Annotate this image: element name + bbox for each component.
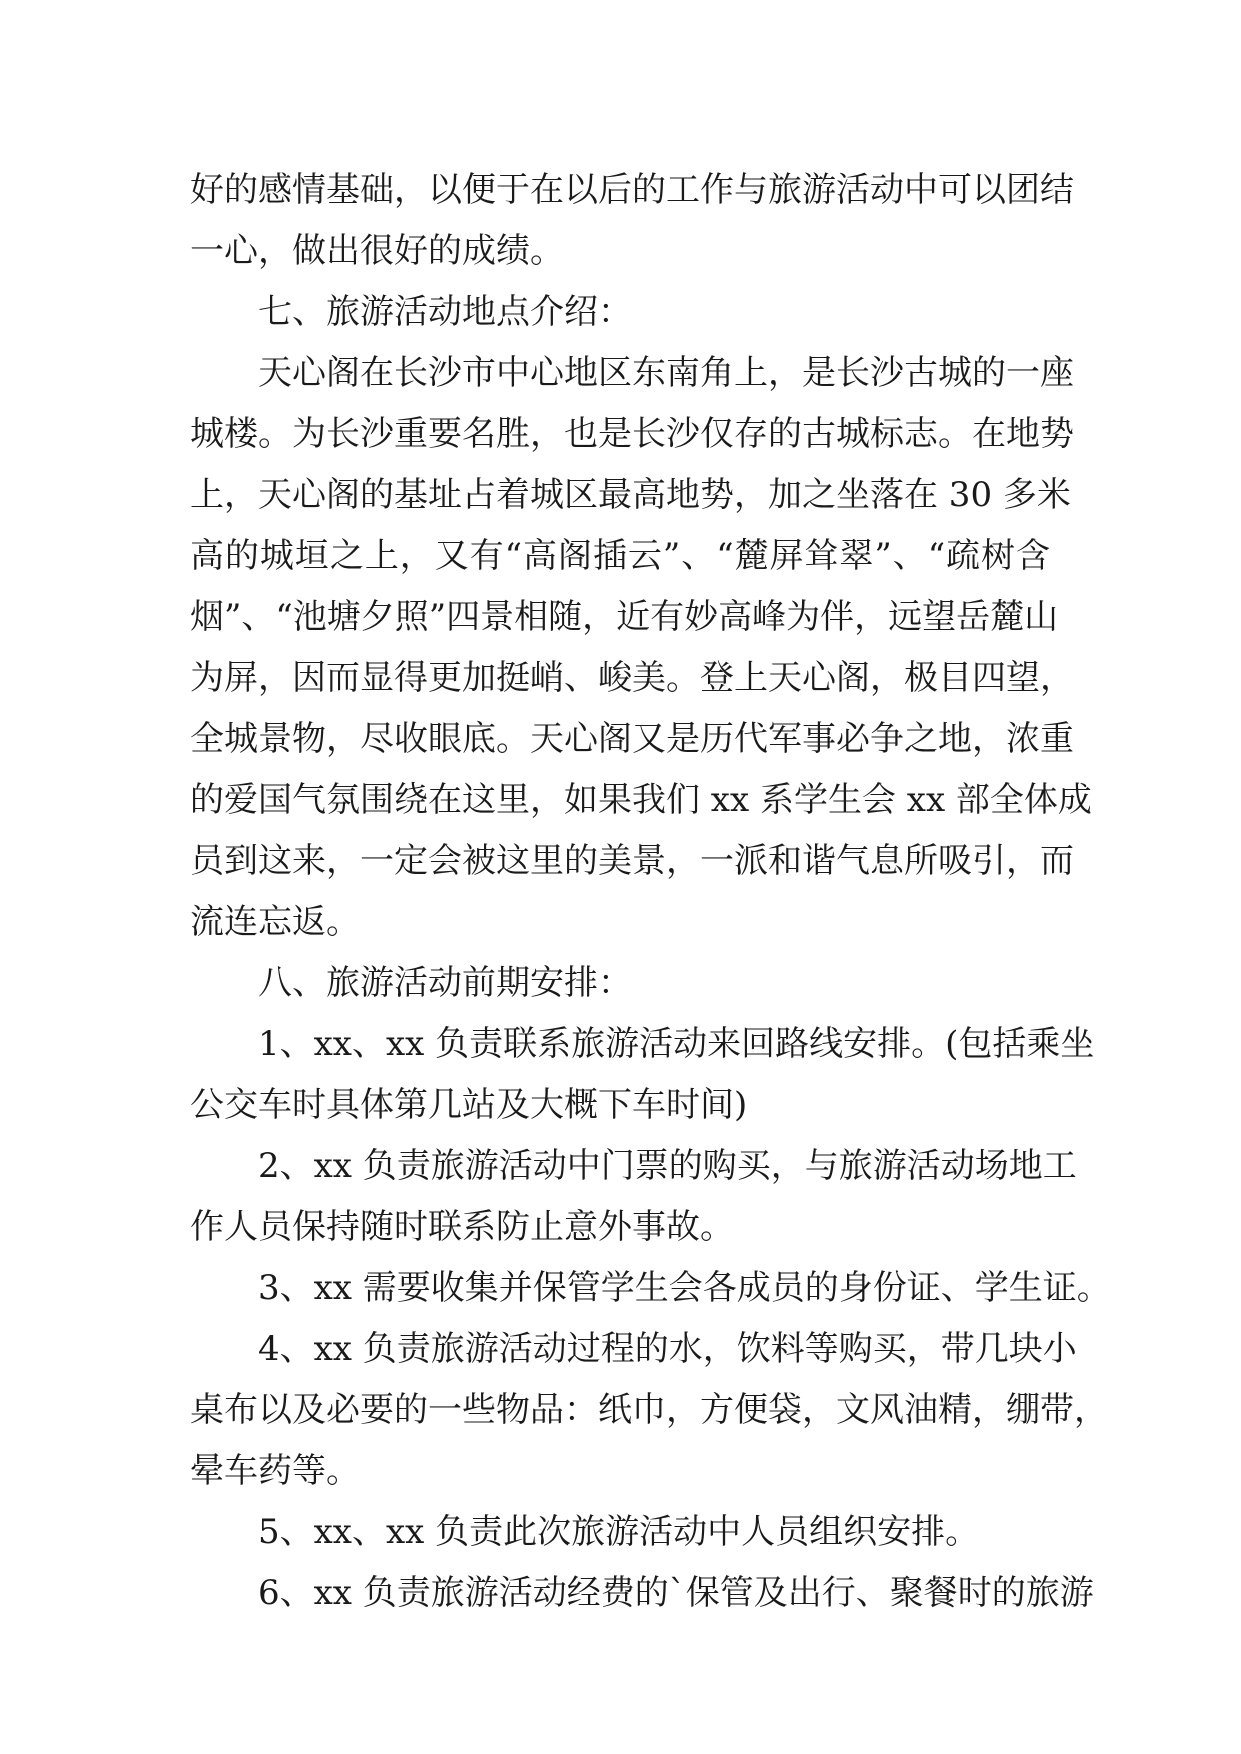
text-line: 桌布以及必要的一些物品：纸巾，方便袋，文风油精，绷带， xyxy=(190,1390,1108,1430)
text-line: 七、旅游活动地点介绍： xyxy=(258,292,632,332)
text-line: 烟”、“池塘夕照”四景相随，近有妙高峰为伴，远望岳麓山 xyxy=(190,597,1059,637)
text-line: 1、xx、xx 负责联系旅游活动来回路线安排。(包括乘坐 xyxy=(258,1024,1095,1064)
text-line: 员到这来，一定会被这里的美景，一派和谐气息所吸引，而 xyxy=(190,841,1074,881)
text-line: 一心，做出很好的成绩。 xyxy=(190,231,564,271)
text-line: 高的城垣之上，又有“高阁插云”、“麓屏耸翠”、“疏树含 xyxy=(190,536,1050,576)
text-line: 城楼。为长沙重要名胜，也是长沙仅存的古城标志。在地势 xyxy=(190,414,1074,454)
text-line: 全城景物，尽收眼底。天心阁又是历代军事必争之地，浓重 xyxy=(190,719,1074,759)
text-line: 2、xx 负责旅游活动中门票的购买，与旅游活动场地工 xyxy=(258,1146,1077,1186)
text-line: 为屏，因而显得更加挺峭、峻美。登上天心阁，极目四望， xyxy=(190,658,1074,698)
text-line: 上，天心阁的基址占着城区最高地势，加之坐落在 30 多米 xyxy=(190,475,1071,515)
text-line: 公交车时具体第几站及大概下车时间) xyxy=(190,1085,748,1125)
text-line: 3、xx 需要收集并保管学生会各成员的身份证、学生证。 xyxy=(258,1268,1111,1308)
text-line: 天心阁在长沙市中心地区东南角上，是长沙古城的一座 xyxy=(258,353,1074,393)
text-line: 晕车药等。 xyxy=(190,1451,360,1491)
text-line: 八、旅游活动前期安排： xyxy=(258,963,632,1003)
text-line: 的爱国气氛围绕在这里，如果我们 xx 系学生会 xx 部全体成 xyxy=(190,780,1092,820)
text-line: 好的感情基础，以便于在以后的工作与旅游活动中可以团结 xyxy=(190,170,1074,210)
document-page xyxy=(190,160,1111,1624)
text-line: 6、xx 负责旅游活动经费的`保管及出行、聚餐时的旅游 xyxy=(258,1573,1094,1613)
text-line: 流连忘返。 xyxy=(190,902,360,942)
text-line: 作人员保持随时联系防止意外事故。 xyxy=(190,1207,734,1247)
text-line: 4、xx 负责旅游活动过程的水，饮料等购买，带几块小 xyxy=(258,1329,1077,1369)
text-line: 5、xx、xx 负责此次旅游活动中人员组织安排。 xyxy=(258,1512,980,1552)
